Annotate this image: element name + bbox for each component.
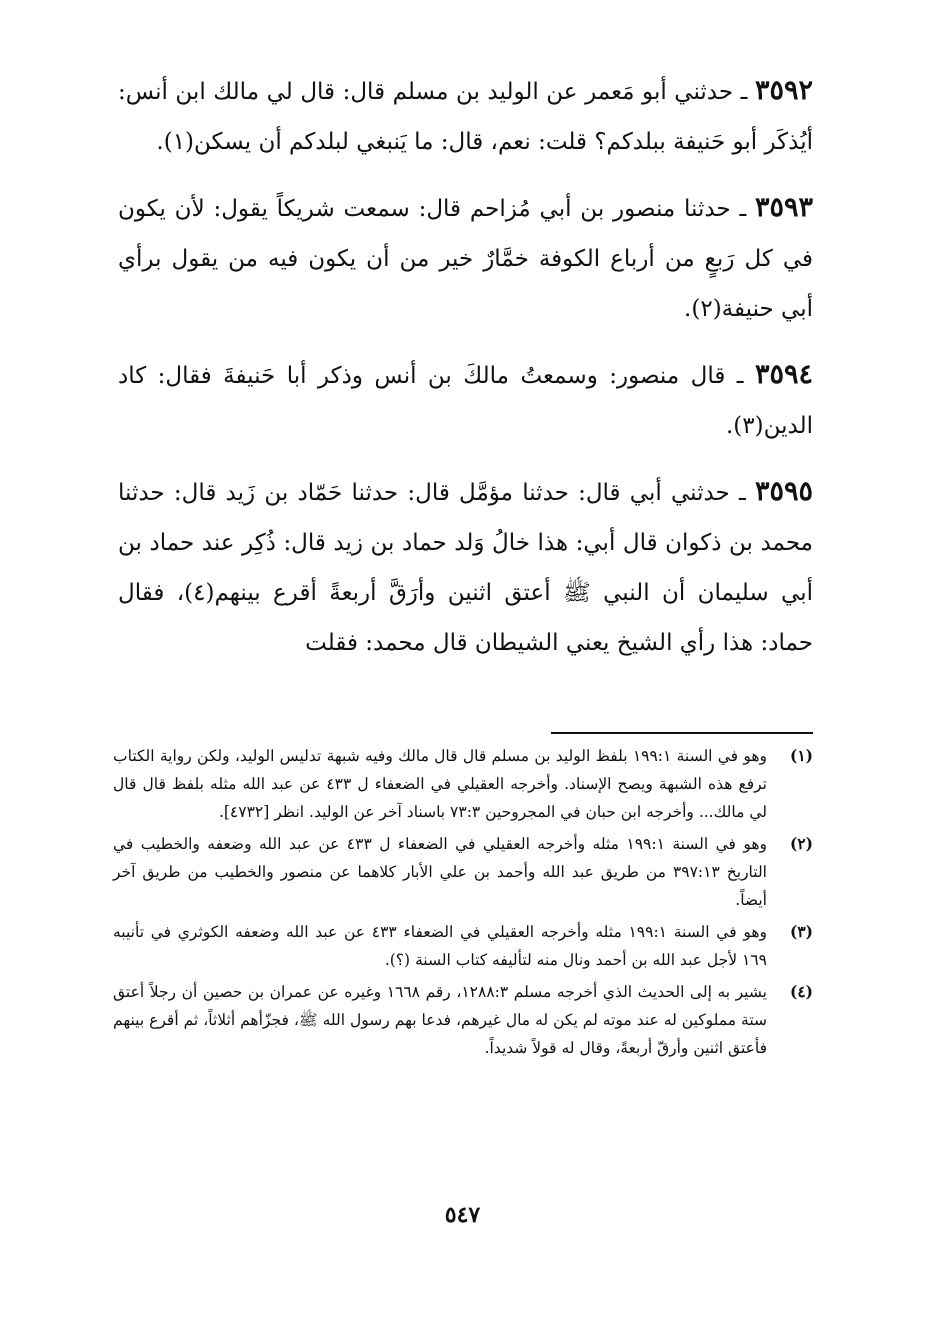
hadith-entry: [118, 467, 813, 668]
hadith-number: ٣٥٩٥: [754, 476, 813, 507]
hadith-text: ـ حدثني أبو مَعمر عن الوليد بن مسلم قال: قال لي مالك ابن أنس: أيُذكَر أبو حَنيفة ببلدكم؟ قلت: نعم، قال: ما يَنبغي لبلدكم أن يسكن(١).: [118, 79, 813, 155]
footnote-marker: (٣): [789, 922, 813, 941]
footnote: [113, 830, 813, 914]
footnote: [113, 742, 813, 826]
footnote-separator: [551, 732, 813, 734]
hadith-entry: [118, 66, 813, 167]
footnote-text: وهو في السنة ١٩٩:١ بلفظ الوليد بن مسلم قال قال مالك وفيه شبهة تدليس الوليد، ولكن رواية الكتاب ترفع هذه الشبهة ويصح الإسناد. وأخرجه العقيلي في الضعفاء ل ٤٣٣ عن عبد الله مثله بلفظ قال قال لي مالك... وأخرجه ابن حبان في المجروحين ٧٣:٣ باسناد آخر عن الوليد. انظر [٤٧٣٢].: [113, 747, 767, 821]
footnote-marker: (١): [789, 746, 813, 765]
footnote-text: يشير به إلى الحديث الذي أخرجه مسلم ١٢٨٨:٣، رقم ١٦٦٨ وغيره عن عمران بن حصين أن رجلاً أعتق ستة مملوكين له عند موته لم يكن له مال غيرهم، فدعا بهم رسول الله ﷺ، فجزّأهم أثلاثاً، ثم أقرع بينهم فأعتق اثنين وأرقّ أربعةً، وقال له قولاً شديداً.: [113, 983, 767, 1057]
hadith-number: ٣٥٩٣: [754, 192, 813, 223]
hadith-number: ٣٥٩٤: [754, 359, 813, 390]
hadith-entry: [118, 183, 813, 334]
hadith-text: ـ حدثني أبي قال: حدثنا مؤمَّل قال: حدثنا حَمّاد بن زَيد قال: حدثنا محمد بن ذكوان قال أبي: هذا خالُ وَلد حماد بن زيد قال: ذُكِر عند حماد بن أبي سليمان أن النبي ﷺ أعتق اثنين وأرَقَّ أربعةً أقرع بينهم(٤)، فقال حماد: هذا رأي الشيخ يعني الشيطان قال محمد: فقلت: [118, 480, 814, 656]
footnote-text: وهو في السنة ١٩٩:١ مثله وأخرجه العقيلي في الضعفاء ٤٣٣ عن عبد الله وضعفه الكوثري في تأنيبه ١٦٩ لأجل عبد الله بن أحمد ونال منه لتأليفه كتاب السنة (؟).: [113, 923, 767, 969]
main-text: [118, 66, 813, 684]
footnotes: [113, 742, 813, 1066]
hadith-text: ـ قال منصور: وسمعتُ مالكَ بن أنس وذكر أبا حَنيفةَ فقال: كاد الدين(٣).: [118, 363, 813, 439]
footnote-marker: (٢): [789, 834, 813, 853]
footnote: [113, 918, 813, 974]
footnote-text: وهو في السنة ١٩٩:١ مثله وأخرجه العقيلي في الضعفاء ل ٤٣٣ عن عبد الله وضعفه والخطيب في التاريخ ٣٩٧:١٣ من طريق عبد الله وأحمد بن علي الأبار كلاهما عن منصور والخطيب من طريق آخر أيضاً.: [113, 835, 767, 909]
hadith-text: ـ حدثنا منصور بن أبي مُزاحم قال: سمعت شريكاً يقول: لأن يكون في كل رَبعٍ من أرباع الكوفة خمَّارٌ خير من أن يكون فيه من يقول برأي أبي حنيفة(٢).: [118, 196, 813, 322]
hadith-number: ٣٥٩٢: [755, 75, 814, 106]
footnote-marker: (٤): [789, 982, 813, 1001]
footnote: [113, 978, 813, 1062]
page-number: ٥٤٧: [444, 1202, 481, 1228]
hadith-entry: [118, 350, 813, 451]
